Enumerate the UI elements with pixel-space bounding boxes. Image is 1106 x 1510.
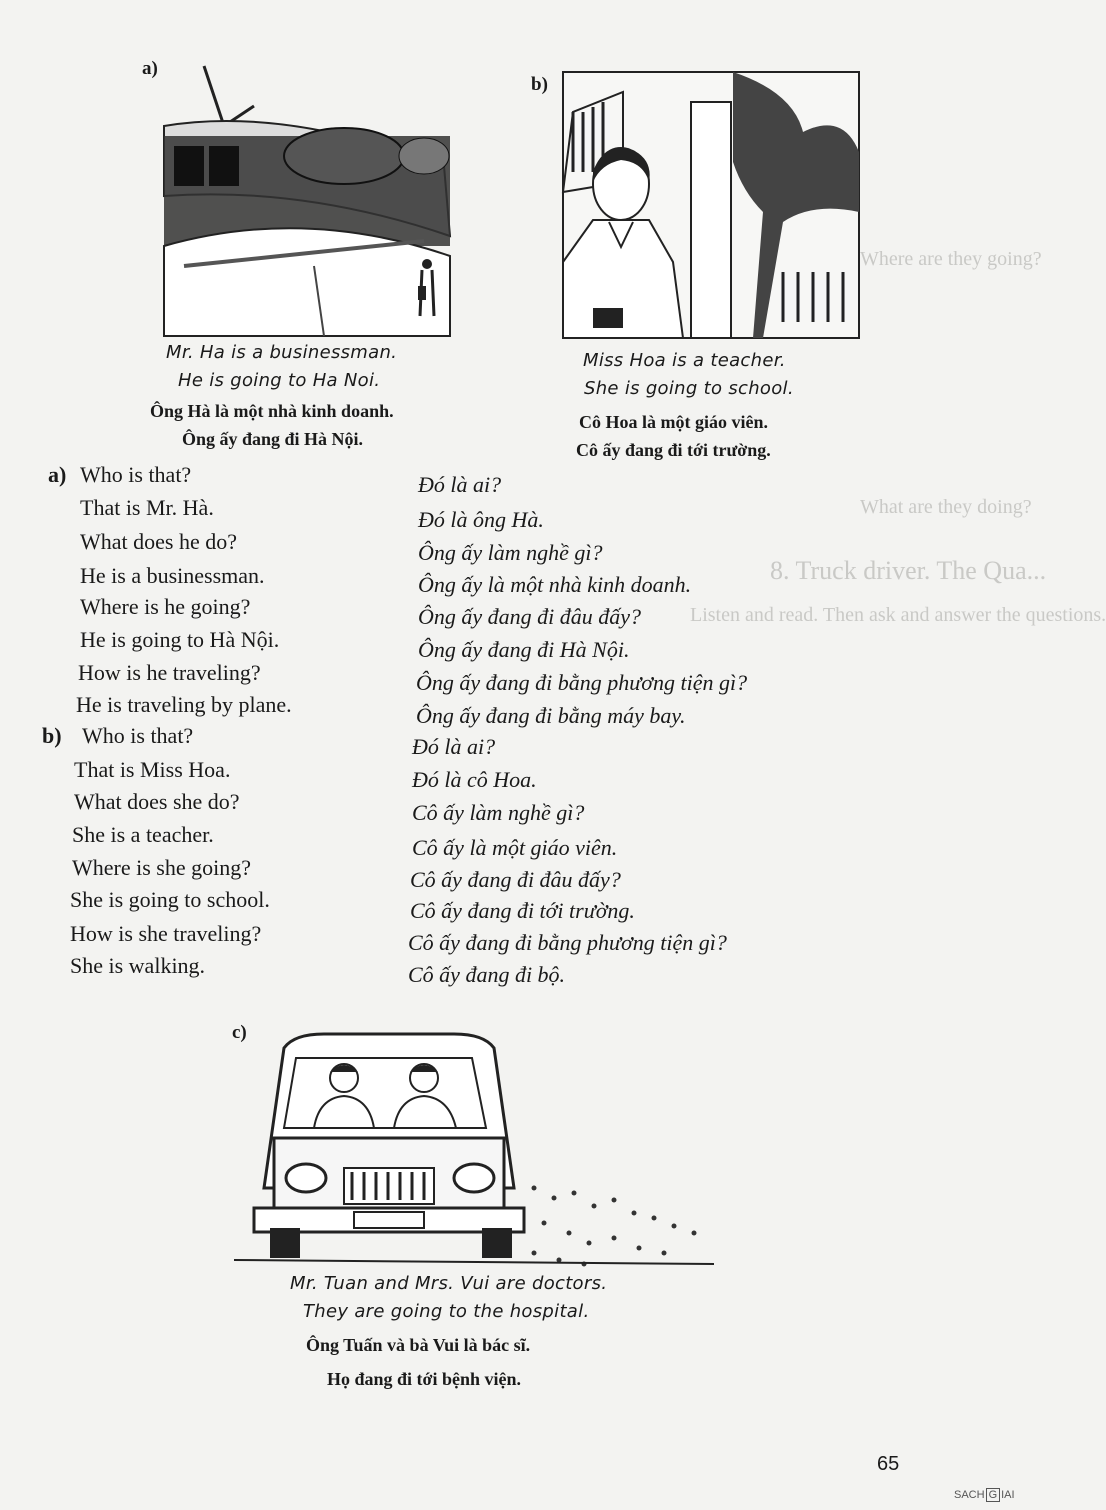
bleed-through-instruction: Listen and read. Then ask and answer the questions. [690, 604, 1106, 626]
watermark [954, 1488, 1015, 1502]
watermark-right: IAI [1001, 1489, 1015, 1501]
watermark-left: SACH [954, 1489, 985, 1501]
dialog-b-vi-line: Đó là ai? [412, 734, 496, 759]
bleed-through-heading: 8. Truck driver. The Qua... [770, 556, 1047, 585]
dialog-a-vi-line: Đó là ông Hà. [418, 507, 544, 532]
bleed-through-line: What are they doing? [860, 496, 1032, 518]
dialog-b-en-line: She is walking. [70, 953, 206, 978]
figure-c-caption-vi-1: Ông Tuấn và bà Vui là bác sĩ. [306, 1335, 531, 1355]
dialog-b-en-line: How is she traveling? [70, 921, 262, 946]
dialog-a-en-line: He is going to Hà Nội. [80, 627, 280, 652]
dialog-a-vi-line: Ông ấy đang đi đâu đấy? [418, 604, 642, 629]
figure-b-caption-vi-2: Cô ấy đang đi tới trường. [576, 440, 771, 460]
dialog-a-en-line: How is he traveling? [78, 660, 261, 685]
dialog-b-en-line: She is going to school. [70, 887, 270, 912]
dialog-b-en-line: She is a teacher. [72, 822, 214, 847]
watermark-box: G [986, 1488, 1001, 1502]
bleed-through-line: Where are they going? [860, 248, 1042, 270]
page-number: 65 [877, 1453, 900, 1475]
dialog-b-en-line: That is Miss Hoa. [74, 757, 231, 782]
dialog-b-en-line: Who is that? [82, 723, 194, 748]
dialog-b-vi-line: Cô ấy đang đi đâu đấy? [410, 867, 621, 892]
figure-c-caption-en-1: Mr. Tuan and Mrs. Vui are doctors. [290, 1273, 608, 1294]
dialog-a-vi-line: Đó là ai? [418, 472, 502, 497]
dialog-b-vi-line: Cô ấy là một giáo viên. [412, 835, 618, 860]
figure-b-caption-vi-1: Cô Hoa là một giáo viên. [579, 412, 768, 432]
dialog-b-vi-line: Đó là cô Hoa. [412, 767, 537, 792]
figure-b-caption-en-1: Miss Hoa is a teacher. [583, 350, 786, 371]
dialog-b-vi-line: Cô ấy đang đi tới trường. [410, 898, 635, 923]
dialog-b-vi-line: Cô ấy làm nghề gì? [412, 800, 585, 825]
dialog-a-en-line: What does he do? [80, 529, 237, 554]
figure-a-caption-vi-2: Ông ấy đang đi Hà Nội. [182, 429, 364, 449]
dialog-b-vi-line: Cô ấy đang đi bộ. [408, 962, 566, 987]
figure-b-tag: b) [531, 74, 548, 95]
dialog-a-en-line: He is traveling by plane. [76, 692, 292, 717]
figure-c-caption-en-2: They are going to the hospital. [303, 1301, 590, 1322]
dialog-a-en-line: Who is that? [80, 462, 192, 487]
figure-a-caption-en-2: He is going to Ha Noi. [178, 370, 381, 391]
dialog-a-label: a) [48, 462, 67, 487]
dialog-a-en-line: Where is he going? [80, 594, 251, 619]
dialog-a-vi-line: Ông ấy là một nhà kinh doanh. [418, 572, 692, 597]
dialog-a-en-line: He is a businessman. [80, 563, 265, 588]
figure-c-car-illustration [234, 1028, 720, 1268]
figure-a-caption-en-1: Mr. Ha is a businessman. [166, 342, 398, 363]
figure-b-caption-en-2: She is going to school. [584, 378, 794, 399]
dialog-a-vi-line: Ông ấy làm nghề gì? [418, 540, 603, 565]
dialog-b-vi-line: Cô ấy đang đi bằng phương tiện gì? [408, 930, 727, 955]
dialog-a-vi-line: Ông ấy đang đi bằng máy bay. [416, 703, 686, 728]
dialog-a-vi-line: Ông ấy đang đi bằng phương tiện gì? [416, 670, 748, 695]
dialog-a-vi-line: Ông ấy đang đi Hà Nội. [418, 637, 630, 662]
figure-c-caption-vi-2: Họ đang đi tới bệnh viện. [327, 1369, 522, 1389]
figure-c-tag: c) [232, 1022, 247, 1043]
figure-a-tag: a) [142, 58, 158, 79]
figure-a-caption-vi-1: Ông Hà là một nhà kinh doanh. [150, 401, 394, 421]
dialog-b-en-line: Where is she going? [72, 855, 251, 880]
dialog-a-en-line: That is Mr. Hà. [80, 495, 214, 520]
dialog-b-en-line: What does she do? [74, 789, 240, 814]
figure-b-teacher-illustration [563, 72, 859, 338]
figure-a-airplane-illustration [164, 66, 450, 336]
dialog-b-label: b) [42, 723, 62, 748]
